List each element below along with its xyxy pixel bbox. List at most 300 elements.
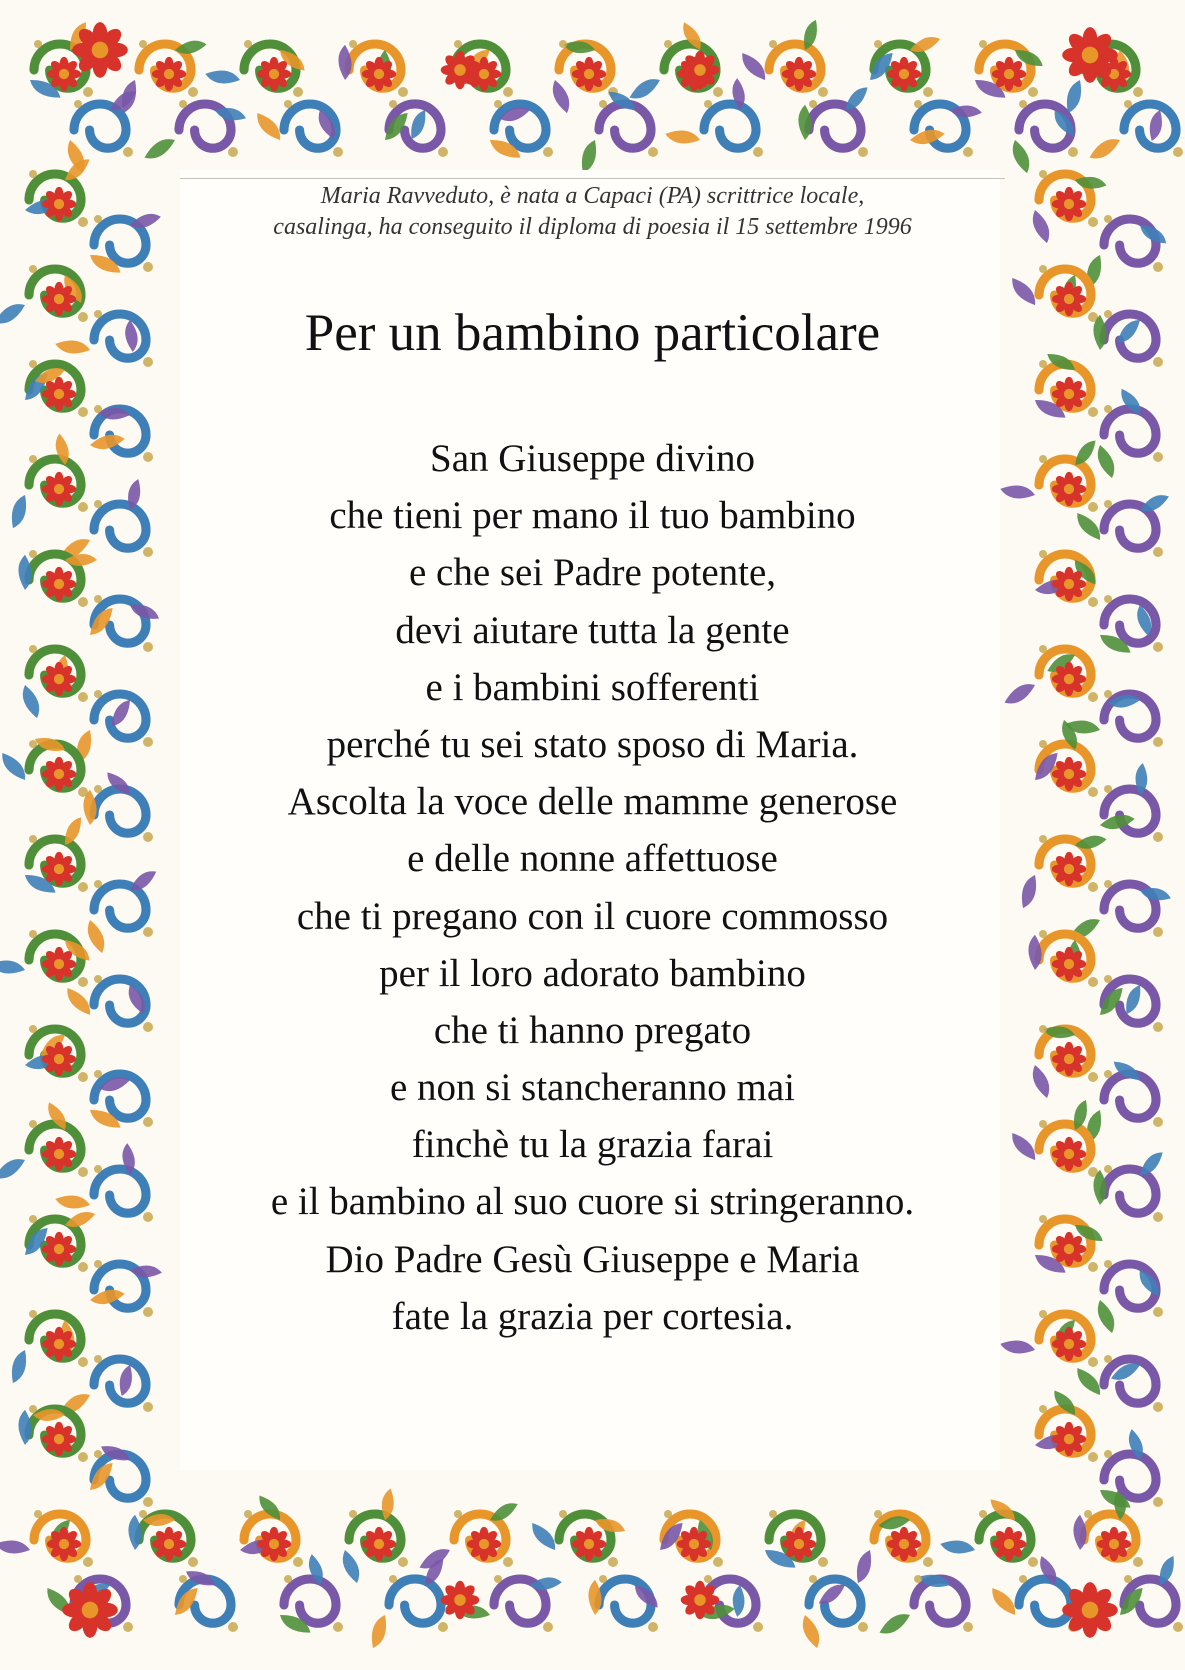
gold-dot [1104,785,1112,793]
gold-dot [1039,740,1047,748]
gold-dot [1088,882,1098,892]
acanthus-leaf [1094,1298,1118,1336]
flower-center [54,1149,64,1159]
gold-dot [1153,262,1163,272]
gold-dot [494,1575,502,1583]
acanthus-leaf [1001,679,1038,708]
gold-dot [664,1510,672,1518]
gold-dot [228,147,238,157]
acanthus-leaf [1094,443,1118,481]
flower-center [1064,674,1074,684]
acanthus-leaf [367,1613,391,1651]
gold-dot [599,100,607,108]
gold-dot [1088,1357,1098,1367]
gold-dot [858,1622,868,1632]
gold-dot [1124,100,1132,108]
flower-center [1064,1149,1074,1159]
acanthus-leaf [0,1537,31,1556]
verse-line: che ti pregano con il cuore commosso [296,894,889,938]
scroll-curl [1104,219,1156,263]
acanthus-leaf [0,957,26,976]
acanthus-leaf [664,127,701,146]
verse-line: e il bambino al suo cuore si stringeranno. [270,1180,915,1224]
verse-line: fate la grazia per cortesia. [391,1294,794,1338]
poem-body [180,430,1005,1345]
flower-center [1064,1244,1074,1254]
acanthus-leaf [338,45,351,80]
flower-center [454,1594,466,1606]
flower-center [1064,294,1074,304]
gold-dot [74,100,82,108]
gold-dot [94,975,102,983]
scroll-curl [94,314,146,358]
gold-dot [29,740,37,748]
flower-center [479,69,489,79]
acanthus-leaf [1029,208,1053,246]
gold-dot [94,785,102,793]
gold-dot [1173,1622,1183,1632]
gold-dot [1124,1575,1132,1583]
gold-dot [1088,1452,1098,1462]
acanthus-leaf [798,105,811,140]
gold-dot [753,1622,763,1632]
gold-dot [143,547,153,557]
flower-center [269,69,279,79]
gold-dot [1088,217,1098,227]
verse-line: e non si stancheranno mai [389,1066,796,1110]
flower-center [899,1539,909,1549]
gold-dot [769,1510,777,1518]
gold-dot [1104,690,1112,698]
flower-center [1082,1602,1099,1619]
verse-line: per il loro adorato bambino [379,951,806,995]
gold-dot [179,1575,187,1583]
gold-dot [83,1557,93,1567]
scroll-curl [599,104,651,148]
gold-dot [143,1497,153,1507]
gold-dot [454,1510,462,1518]
gold-dot [389,100,397,108]
gold-dot [963,147,973,157]
acanthus-leaf [626,74,663,103]
gold-dot [188,87,198,97]
acanthus-leaf [731,1584,746,1617]
gold-dot [94,500,102,508]
gold-dot [753,147,763,157]
gold-dot [293,1557,303,1567]
gold-dot [1028,87,1038,97]
gold-dot [94,215,102,223]
gold-dot [1104,500,1112,508]
acanthus-leaf [128,1515,141,1550]
flower-center [1064,484,1074,494]
flower-center [454,64,466,76]
gold-dot [1153,547,1163,557]
gold-dot [454,40,462,48]
gold-dot [1039,455,1047,463]
poem-title: Per un bambino particolare [304,304,881,362]
flower-center [794,69,804,79]
gold-dot [1133,1557,1143,1567]
flower-center [92,42,109,59]
flower-center [899,69,909,79]
gold-dot [284,1575,292,1583]
gold-dot [1068,147,1078,157]
flower-center [54,674,64,684]
gold-dot [139,1510,147,1518]
acanthus-leaf [1086,134,1123,163]
gold-dot [94,595,102,603]
scroll-curl [1104,1169,1156,1213]
gold-dot [143,642,153,652]
acanthus-leaf [1017,873,1041,911]
gold-dot [29,265,37,273]
gold-dot [1039,1025,1047,1033]
gold-dot [713,1557,723,1567]
flower-center [164,1539,174,1549]
flower-center [82,1602,99,1619]
gold-dot [438,1622,448,1632]
gold-dot [78,312,88,322]
flower-center [59,1539,69,1549]
gold-dot [143,1307,153,1317]
gold-dot [29,645,37,653]
verse-line: e delle nonne affettuose [407,837,778,881]
gold-dot [543,147,553,157]
gold-dot [923,87,933,97]
gold-dot [559,40,567,48]
gold-dot [1153,1022,1163,1032]
gold-dot [1039,645,1047,653]
acanthus-leaf [1009,138,1033,176]
gold-dot [494,100,502,108]
gold-dot [1088,407,1098,417]
acanthus-leaf [141,134,178,163]
acanthus-leaf [876,1609,913,1638]
gold-dot [244,40,252,48]
gold-dot [1104,1070,1112,1078]
gold-dot [389,1575,397,1583]
flower-center [54,1244,64,1254]
gold-dot [769,40,777,48]
gold-dot [349,40,357,48]
gold-dot [94,690,102,698]
verse-line: perché tu sei stato sposo di Maria. [326,722,859,766]
scroll-curl [94,1169,146,1213]
gold-dot [704,1575,712,1583]
acanthus-leaf [54,1192,91,1211]
gold-dot [1039,1405,1047,1413]
gold-dot [29,835,37,843]
scroll-curl [809,104,861,148]
gold-dot [94,1260,102,1268]
gold-dot [78,1072,88,1082]
gold-dot [1039,1310,1047,1318]
gold-dot [1088,502,1098,512]
gold-dot [858,147,868,157]
gold-dot [29,930,37,938]
acanthus-leaf [204,67,241,86]
flower-center [1004,69,1014,79]
scroll-curl [94,504,146,548]
flower-center [1064,199,1074,209]
author-bio-line-1: Maria Ravveduto, è nata a Capaci (PA) scrittrice locale, [320,183,865,209]
gold-dot [1153,737,1163,747]
gold-dot [1104,1450,1112,1458]
gold-dot [818,87,828,97]
acanthus-leaf [0,1154,28,1183]
gold-dot [74,1575,82,1583]
flower-center [694,64,706,76]
gold-dot [1104,1165,1112,1173]
gold-dot [333,147,343,157]
gold-dot [78,217,88,227]
flower-center [54,579,64,589]
gold-dot [543,1622,553,1632]
acanthus-leaf [7,493,31,531]
gold-dot [1104,405,1112,413]
gold-dot [1039,550,1047,558]
flower-center [1004,1539,1014,1549]
gold-dot [1173,147,1183,157]
gold-dot [503,87,513,97]
gold-dot [1153,642,1163,652]
acanthus-leaf [588,1580,601,1615]
acanthus-leaf [939,1537,976,1556]
flower-center [54,864,64,874]
flower-center [54,1434,64,1444]
gold-dot [29,550,37,558]
gold-dot [648,147,658,157]
gold-dot [143,832,153,842]
acanthus-leaf [1028,935,1041,970]
gold-dot [1019,100,1027,108]
gold-dot [1153,357,1163,367]
gold-dot [228,1622,238,1632]
acanthus-leaf [1073,1515,1086,1550]
verse-line: finchè tu la grazia farai [411,1123,774,1167]
gold-dot [284,100,292,108]
gold-dot [34,1510,42,1518]
gold-dot [648,1622,658,1632]
acanthus-leaf [54,337,91,356]
flower-center [794,1539,804,1549]
gold-dot [1088,787,1098,797]
gold-dot [78,692,88,702]
gold-dot [438,147,448,157]
acanthus-leaf [1029,1063,1053,1101]
gold-dot [94,1450,102,1458]
gold-dot [1019,1575,1027,1583]
gold-dot [94,880,102,888]
gold-dot [78,1167,88,1177]
gold-dot [1039,930,1047,938]
flower-center [1064,389,1074,399]
gold-dot [398,87,408,97]
verse-line: e che sei Padre potente, [408,551,777,595]
gold-dot [78,502,88,512]
gold-dot [914,100,922,108]
gold-dot [1039,835,1047,843]
scroll-curl [1019,1579,1071,1623]
flower-center [54,199,64,209]
gold-dot [143,1212,153,1222]
flower-center [54,389,64,399]
gold-dot [244,1510,252,1518]
flower-center [59,69,69,79]
gold-dot [78,597,88,607]
flower-center [1064,1339,1074,1349]
gold-dot [78,977,88,987]
gold-dot [94,310,102,318]
flower-center [479,1539,489,1549]
gold-dot [599,1575,607,1583]
flower-center [54,769,64,779]
flower-center [1064,1434,1074,1444]
gold-dot [1088,597,1098,607]
flower-center [1082,47,1099,64]
gold-dot [874,1510,882,1518]
gold-dot [1153,1117,1163,1127]
gold-dot [333,1622,343,1632]
acanthus-leaf [852,1548,876,1586]
acanthus-leaf [549,78,573,116]
flower-center [374,1539,384,1549]
acanthus-leaf [116,1363,136,1397]
verse-line: che tieni per mano il tuo bambino [329,494,856,538]
gold-dot [143,927,153,937]
gold-dot [78,882,88,892]
gold-dot [1153,927,1163,937]
gold-dot [1084,1510,1092,1518]
acanthus-leaf [799,1613,823,1651]
gold-dot [123,1622,133,1632]
gold-dot [1039,265,1047,273]
acanthus-leaf [0,299,28,328]
gold-dot [704,100,712,108]
gold-dot [1153,832,1163,842]
gold-dot [1153,1497,1163,1507]
gold-dot [293,87,303,97]
verse-line: Ascolta la voce delle mamme generose [287,780,898,824]
gold-dot [188,1557,198,1567]
verse-line: Dio Padre Gesù Giuseppe e Maria [325,1237,860,1281]
gold-dot [1088,977,1098,987]
flower-center [1064,769,1074,779]
gold-dot [1104,595,1112,603]
acanthus-leaf [339,1548,363,1586]
flower-center [164,69,174,79]
gold-dot [83,87,93,97]
gold-dot [1039,170,1047,178]
gold-dot [1104,880,1112,888]
gold-dot [29,1120,37,1128]
gold-dot [29,455,37,463]
gold-dot [1028,1557,1038,1567]
gold-dot [78,1262,88,1272]
gold-dot [139,40,147,48]
gold-dot [503,1557,513,1567]
gold-dot [809,1575,817,1583]
gold-dot [1153,1402,1163,1412]
gold-dot [1039,1120,1047,1128]
gold-dot [34,40,42,48]
scroll-curl [389,1579,441,1623]
flower-center [54,1054,64,1064]
flower-center [584,69,594,79]
gold-dot [914,1575,922,1583]
gold-dot [979,40,987,48]
flower-center [1064,1054,1074,1064]
gold-dot [1088,692,1098,702]
gold-dot [1104,310,1112,318]
gold-dot [874,40,882,48]
gold-dot [1104,1355,1112,1363]
flower-center [374,69,384,79]
gold-dot [818,1557,828,1567]
flower-center [694,1594,706,1606]
gold-dot [29,170,37,178]
gold-dot [1153,452,1163,462]
gold-dot [94,1070,102,1078]
gold-dot [143,1117,153,1127]
flower-center [269,1539,279,1549]
gold-dot [809,100,817,108]
acanthus-leaf [18,1410,31,1445]
gold-dot [1153,1212,1163,1222]
gold-dot [94,1355,102,1363]
gold-dot [29,1405,37,1413]
gold-dot [94,1165,102,1173]
gold-dot [1104,1260,1112,1268]
gold-dot [1039,360,1047,368]
gold-dot [143,1402,153,1412]
gold-dot [923,1557,933,1567]
flower-center [54,294,64,304]
scroll-curl [1104,1074,1156,1118]
gold-dot [1039,1215,1047,1223]
scroll-curl [94,884,146,928]
gold-dot [94,405,102,413]
flower-center [584,1539,594,1549]
acanthus-leaf [18,555,31,590]
verse-line: che ti hanno pregato [433,1008,752,1052]
acanthus-leaf [7,1348,31,1386]
author-bio-line-2: casalinga, ha conseguito il diploma di poesia il 15 settembre 1996 [273,214,912,240]
gold-dot [78,1452,88,1462]
gold-dot [179,100,187,108]
gold-dot [143,357,153,367]
gold-dot [1088,1072,1098,1082]
gold-dot [143,262,153,272]
gold-dot [29,1025,37,1033]
bio-divider [180,178,1005,179]
gold-dot [1153,1307,1163,1317]
flower-center [54,1339,64,1349]
gold-dot [29,1310,37,1318]
gold-dot [1133,87,1143,97]
gold-dot [123,147,133,157]
gold-dot [979,1510,987,1518]
gold-dot [29,1215,37,1223]
acanthus-leaf [19,683,43,721]
gold-dot [1104,215,1112,223]
flower-center [1109,1539,1119,1549]
verse-line: San Giuseppe divino [430,437,755,480]
gold-dot [29,360,37,368]
acanthus-leaf [84,918,108,956]
flower-center [1064,864,1074,874]
